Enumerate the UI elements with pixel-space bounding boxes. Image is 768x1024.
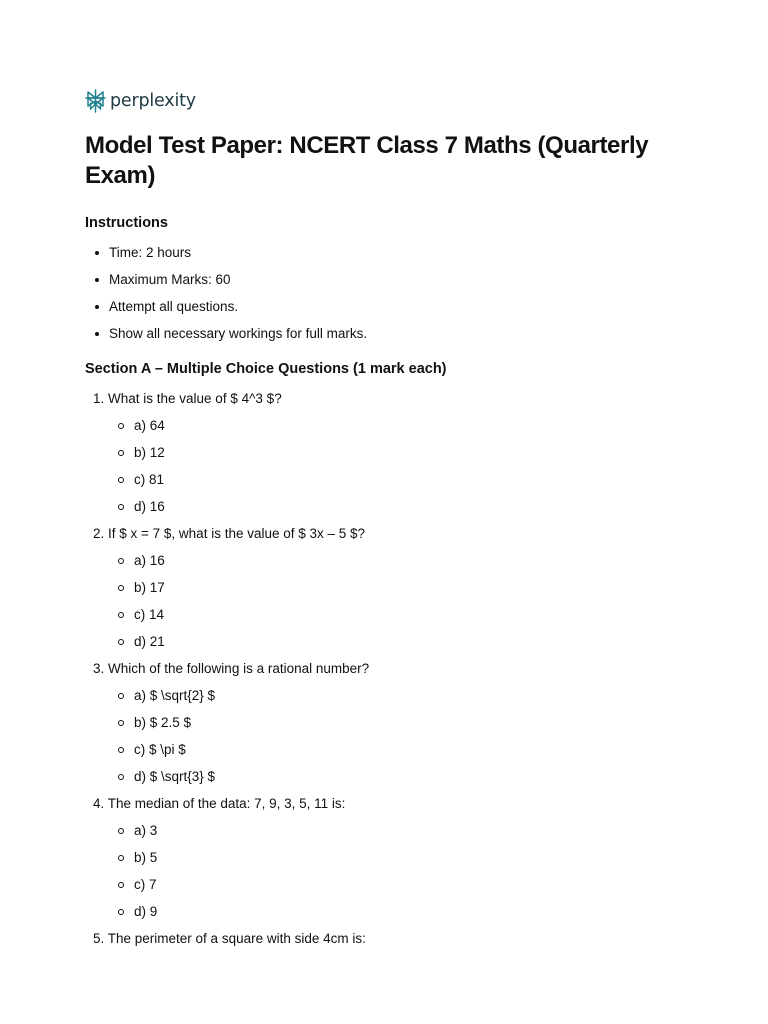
instruction-item: Time: 2 hours (85, 239, 705, 266)
question-item (85, 520, 705, 655)
option-item: c) 14 (85, 601, 705, 628)
instructions-heading: Instructions (85, 215, 168, 231)
question-list (85, 385, 705, 952)
perplexity-logo-icon (85, 89, 106, 113)
option-item: b) $ 2.5 $ (85, 709, 705, 736)
option-item: a) 16 (85, 547, 705, 574)
option-item: b) 5 (85, 844, 705, 871)
option-item: d) $ \sqrt{3} $ (85, 763, 705, 790)
brand-logo (85, 88, 705, 114)
option-list (85, 682, 705, 790)
question-text: 2. If $ x = 7 $, what is the value of $ 3x – 5 $? (93, 526, 366, 541)
instruction-item: Maximum Marks: 60 (85, 266, 705, 293)
option-item: d) 9 (85, 898, 705, 925)
document-page (85, 88, 705, 952)
question-item (85, 655, 705, 790)
option-item: c) 7 (85, 871, 705, 898)
option-list (85, 817, 705, 925)
option-item: a) 64 (85, 412, 705, 439)
option-item: d) 21 (85, 628, 705, 655)
question-text: 5. The perimeter of a square with side 4cm is: (93, 931, 366, 946)
option-item: a) 3 (85, 817, 705, 844)
option-item: b) 17 (85, 574, 705, 601)
question-text: 3. Which of the following is a rational number? (93, 661, 370, 676)
question-item (85, 925, 705, 952)
question-text: 4. The median of the data: 7, 9, 3, 5, 11 is: (93, 796, 346, 811)
section-a-heading: Section A – Multiple Choice Questions (1 mark each) (85, 361, 447, 377)
instructions-list (85, 239, 705, 347)
option-item: b) 12 (85, 439, 705, 466)
option-item: a) $ \sqrt{2} $ (85, 682, 705, 709)
question-item (85, 790, 705, 925)
brand-name: perplexity (110, 91, 196, 111)
question-item (85, 385, 705, 520)
page-title: Model Test Paper: NCERT Class 7 Maths (Quarterly Exam) (85, 132, 649, 189)
option-item: d) 16 (85, 493, 705, 520)
question-text: 1. What is the value of $ 4^3 $? (93, 391, 282, 406)
option-item: c) 81 (85, 466, 705, 493)
instruction-item: Show all necessary workings for full marks. (85, 320, 705, 347)
option-item: c) $ \pi $ (85, 736, 705, 763)
option-list (85, 547, 705, 655)
instruction-item: Attempt all questions. (85, 293, 705, 320)
option-list (85, 412, 705, 520)
